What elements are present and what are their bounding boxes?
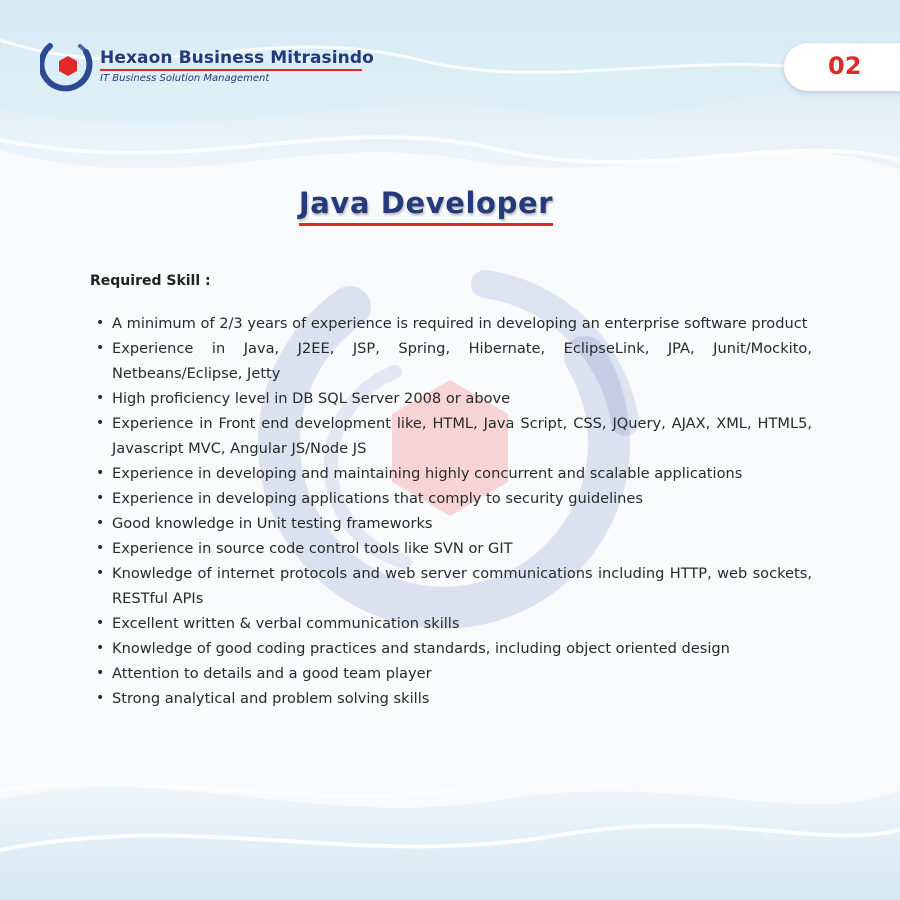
list-item-text: Experience in developing and maintaining highly concurrent and scalable applications bbox=[112, 465, 743, 482]
requirements-section bbox=[90, 270, 812, 711]
title-wrapper bbox=[0, 186, 852, 226]
company-logo bbox=[40, 38, 374, 94]
list-item-text: Experience in source code control tools like SVN or GIT bbox=[112, 540, 513, 557]
bullet-icon: • bbox=[96, 690, 105, 706]
list-item-text: Experience in developing applications that comply to security guidelines bbox=[112, 490, 644, 507]
list-item-text: Attention to details and a good team player bbox=[112, 665, 432, 682]
page-number-badge bbox=[784, 43, 900, 91]
bullet-icon: • bbox=[96, 415, 105, 431]
list-item bbox=[90, 561, 812, 611]
bullet-icon: • bbox=[96, 340, 105, 356]
list-item bbox=[90, 536, 812, 561]
bullet-icon: • bbox=[96, 665, 105, 681]
page-number: 02 bbox=[828, 52, 862, 80]
list-item-text: Strong analytical and problem solving skills bbox=[112, 690, 430, 707]
section-heading: Required Skill : bbox=[90, 273, 211, 289]
list-item bbox=[90, 486, 812, 511]
company-tagline: IT Business Solution Management bbox=[100, 73, 270, 84]
bullet-icon: • bbox=[96, 315, 105, 331]
bullet-icon: • bbox=[96, 390, 105, 406]
hexaon-logo-icon bbox=[40, 38, 96, 94]
list-item-text: A minimum of 2/3 years of experience is required in developing an enterprise software product bbox=[112, 315, 808, 332]
list-item-text: Experience in Java, J2EE, JSP, Spring, Hibernate, EclipseLink, JPA, Junit/Mockito, Netbeans/Eclipse, Jetty bbox=[112, 340, 812, 382]
skill-list bbox=[90, 311, 812, 711]
bullet-icon: • bbox=[96, 615, 105, 631]
bullet-icon: • bbox=[96, 640, 105, 656]
job-title: Java Developer bbox=[299, 186, 553, 226]
list-item bbox=[90, 336, 812, 386]
list-item bbox=[90, 611, 812, 636]
list-item bbox=[90, 636, 812, 661]
list-item bbox=[90, 511, 812, 536]
list-item-text: High proficiency level in DB SQL Server 2008 or above bbox=[112, 390, 511, 407]
list-item bbox=[90, 411, 812, 461]
bullet-icon: • bbox=[96, 465, 105, 481]
list-item-text: Excellent written & verbal communication skills bbox=[112, 615, 460, 632]
logo-underline bbox=[100, 69, 362, 71]
list-item bbox=[90, 386, 812, 411]
bullet-icon: • bbox=[96, 490, 105, 506]
list-item-text: Knowledge of good coding practices and standards, including object oriented design bbox=[112, 640, 730, 657]
list-item-text: Knowledge of internet protocols and web server communications including HTTP, web sockets, RESTful APIs bbox=[112, 565, 812, 607]
list-item-text: Good knowledge in Unit testing frameworks bbox=[112, 515, 433, 532]
bullet-icon: • bbox=[96, 515, 105, 531]
list-item bbox=[90, 311, 812, 336]
bullet-icon: • bbox=[96, 565, 105, 581]
bullet-icon: • bbox=[96, 540, 105, 556]
list-item bbox=[90, 461, 812, 486]
company-name: Hexaon Business Mitrasindo bbox=[100, 48, 374, 68]
list-item bbox=[90, 661, 812, 686]
list-item-text: Experience in Front end development like, HTML, Java Script, CSS, JQuery, AJAX, XML, HTML5, Javascript MVC, Angular JS/Node JS bbox=[112, 415, 812, 457]
list-item bbox=[90, 686, 812, 711]
